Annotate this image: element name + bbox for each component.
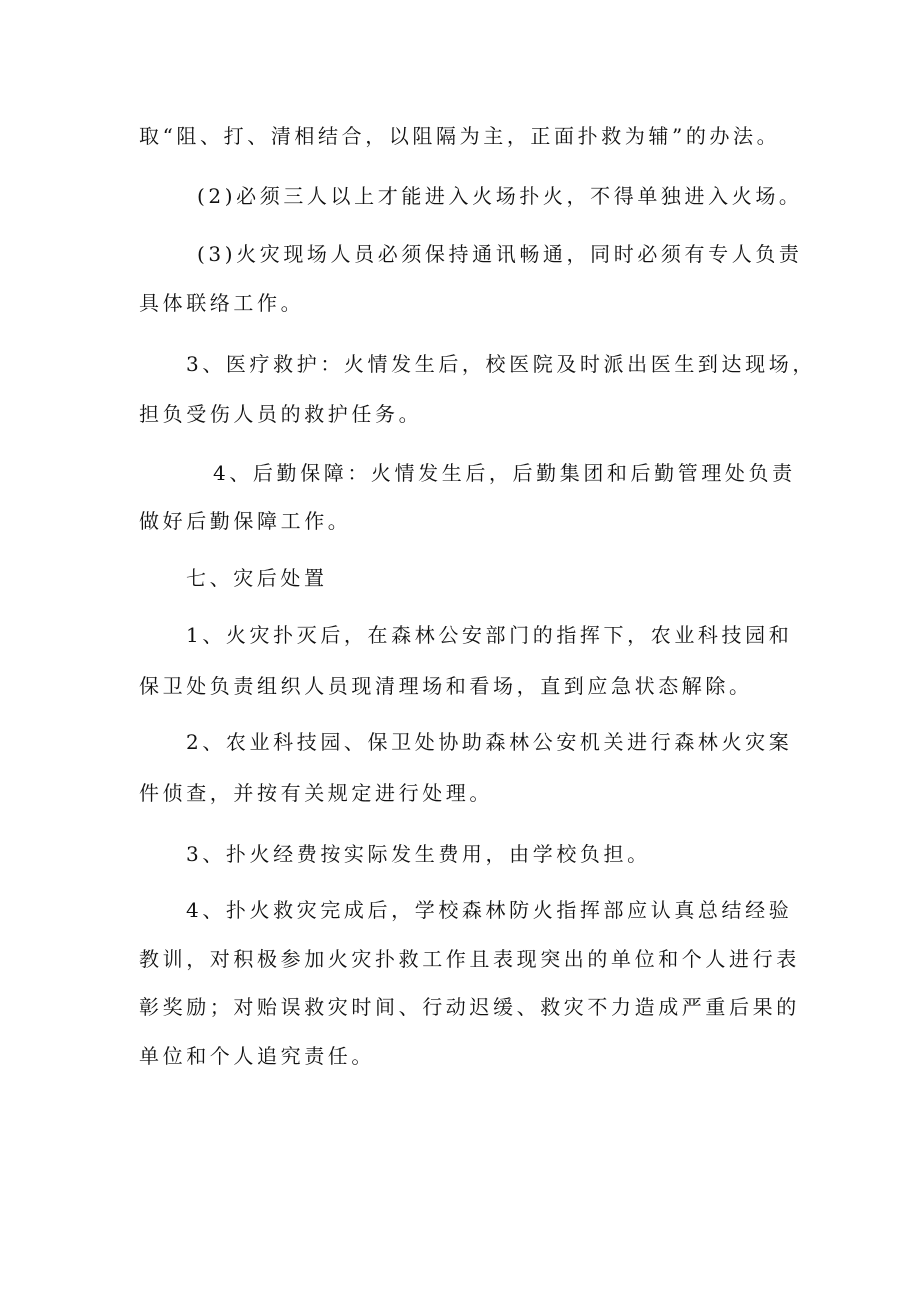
paragraph-line: 保卫处负责组织人员现清理场和看场，直到应急状态解除。 — [139, 674, 753, 698]
paragraph-line: (2)必须三人以上才能进入火场扑火，不得单独进入火场。 — [197, 184, 803, 208]
paragraph-line: 1、火灾扑灭后，在森林公安部门的指挥下，农业科技园和 — [186, 623, 793, 647]
paragraph-line: 3、扑火经费按实际发生费用，由学校负担。 — [186, 842, 651, 866]
paragraph-line: (3)火灾现场人员必须保持通讯畅通，同时必须有专人负责 — [197, 242, 803, 266]
paragraph-line: 担负受伤人员的救护任务。 — [139, 402, 423, 426]
paragraph-line: 做好后勤保障工作。 — [139, 509, 352, 533]
paragraph-line: 4、扑火救灾完成后，学校森林防火指挥部应认真总结经验 — [186, 898, 793, 922]
paragraph-line: 单位和个人追究责任。 — [139, 1044, 375, 1068]
paragraph-line: 3、医疗救护：火情发生后，校医院及时派出医生到达现场， — [186, 352, 816, 376]
paragraph-line: 件侦查，并按有关规定进行处理。 — [139, 781, 493, 805]
paragraph-line: 取“阻、打、清相结合，以阻隔为主，正面扑救为辅”的办法。 — [139, 124, 781, 148]
paragraph-line: 彰奖励；对贻误救灾时间、行动迟缓、救灾不力造成严重后果的 — [139, 995, 800, 1019]
paragraph-line: 2、农业科技园、保卫处协助森林公安机关进行森林火灾案 — [186, 730, 793, 754]
paragraph-line: 教训，对积极参加火灾扑救工作且表现突出的单位和个人进行表 — [139, 947, 800, 971]
paragraph-line: 4、后勤保障：火情发生后，后勤集团和后勤管理处负责 — [213, 461, 796, 485]
section-heading: 七、灾后处置 — [186, 566, 328, 590]
paragraph-line: 具体联络工作。 — [139, 291, 305, 315]
